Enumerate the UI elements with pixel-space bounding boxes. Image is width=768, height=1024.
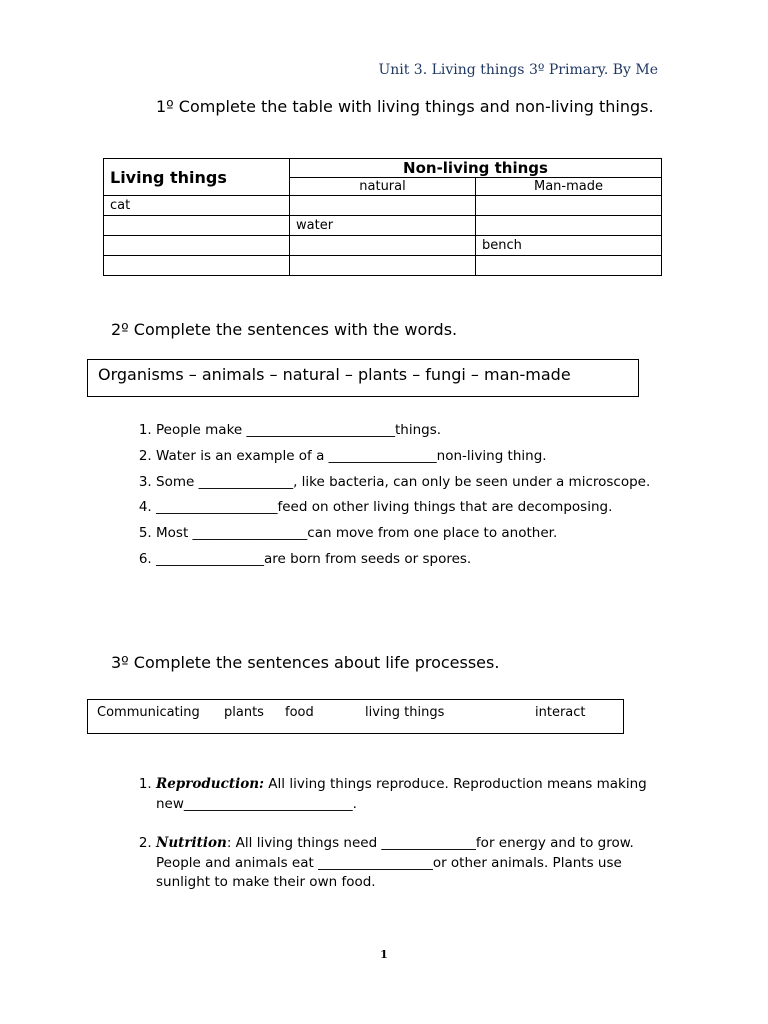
- table-cell: [290, 196, 476, 216]
- item-text: All living things reproduce. Reproduction means making new_________________________.: [156, 776, 647, 812]
- table-cell: [104, 216, 290, 236]
- table-cell: bench: [476, 236, 662, 256]
- exercise-2-word-box: Organisms – animals – natural – plants – fungi – man-made: [87, 359, 639, 397]
- exercise-3-word-box: [87, 699, 624, 734]
- item-text: : All living things need ______________for energy and to grow. People and animals eat _________________or other animals. Plants use sunlight to make their own food.: [156, 835, 634, 890]
- term-label: Reproduction:: [156, 776, 265, 792]
- list-item: [156, 775, 666, 814]
- table-header-nonliving: Non-living things: [290, 159, 662, 178]
- table-cell: [104, 256, 290, 276]
- list-item: 2. Water is an example of a ________________non-living thing.: [156, 444, 666, 470]
- word-box-item: Communicating: [97, 705, 200, 720]
- word-box-item: living things: [365, 705, 445, 720]
- page-number: 1: [380, 948, 388, 961]
- table-header-natural: natural: [290, 178, 476, 196]
- list-item: 1. People make ______________________things.: [156, 418, 666, 444]
- exercise-1-instruction: 1º Complete the table with living things and non-living things.: [156, 97, 654, 116]
- exercise-2-sentence-list: [119, 418, 666, 573]
- table-cell: [290, 256, 476, 276]
- table-header-manmade: Man-made: [476, 178, 662, 196]
- list-item: 4. __________________feed on other living things that are decomposing.: [156, 495, 666, 521]
- exercise-3-instruction: 3º Complete the sentences about life processes.: [111, 653, 500, 672]
- table-cell: [476, 216, 662, 236]
- table-header-living: Living things: [104, 159, 290, 196]
- table-cell: [476, 196, 662, 216]
- word-box-item: food: [285, 705, 314, 720]
- table-cell: [476, 256, 662, 276]
- table-cell: cat: [104, 196, 290, 216]
- table-row: [104, 196, 662, 216]
- living-things-table: [103, 158, 662, 276]
- table-cell: [290, 236, 476, 256]
- term-label: Nutrition: [156, 835, 227, 851]
- word-box-item: interact: [535, 705, 586, 720]
- exercise-3-list: [119, 775, 666, 913]
- document-header: Unit 3. Living things 3º Primary. By Me: [378, 62, 658, 78]
- table-cell: water: [290, 216, 476, 236]
- table-cell: [104, 236, 290, 256]
- exercise-2-instruction: 2º Complete the sentences with the words.: [111, 320, 458, 339]
- table-row: [104, 256, 662, 276]
- word-box-item: plants: [224, 705, 264, 720]
- list-item: 6. ________________are born from seeds or spores.: [156, 547, 666, 573]
- list-item: 3. Some ______________, like bacteria, can only be seen under a microscope.: [156, 470, 666, 496]
- list-item: 5. Most _________________can move from one place to another.: [156, 521, 666, 547]
- table-row: [104, 236, 662, 256]
- table-row: [104, 216, 662, 236]
- list-item: [156, 834, 666, 893]
